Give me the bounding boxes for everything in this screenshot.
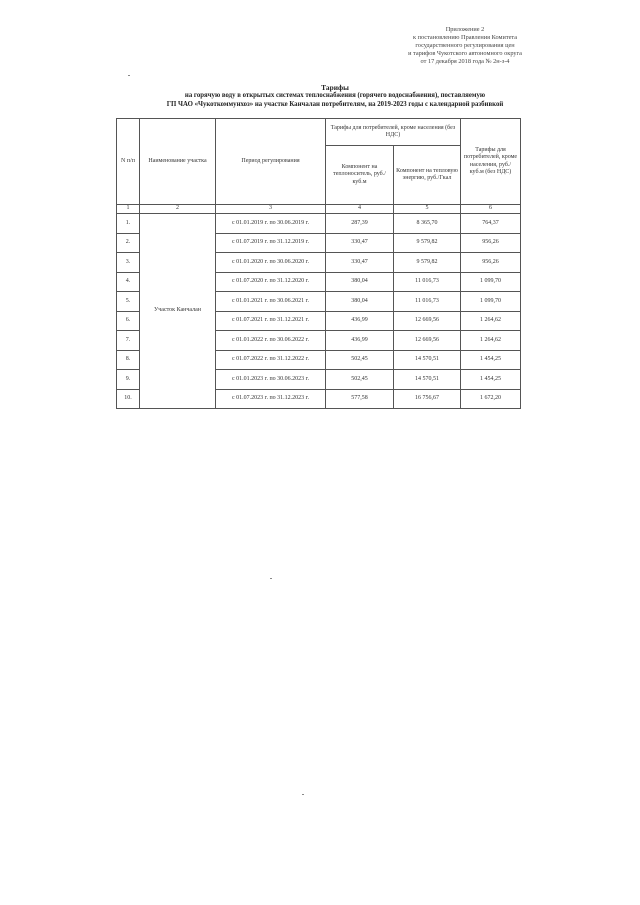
appendix-block — [380, 26, 550, 66]
row-energy: 9 579,82 — [394, 233, 461, 253]
row-num: 8. — [117, 350, 140, 370]
scan-speck — [270, 578, 272, 579]
row-period: с 01.07.2022 г. по 31.12.2022 г. — [216, 350, 326, 370]
site-name-cell: Участок Канчалан — [140, 214, 216, 409]
title-line-2: на горячую воду в открытых системах теплоснабжения (горячего водоснабжения), поставляемую — [184, 92, 486, 100]
row-population: 1 264,62 — [461, 311, 521, 331]
row-num: 9. — [117, 370, 140, 390]
row-num: 7. — [117, 331, 140, 351]
row-energy: 16 756,67 — [394, 389, 461, 409]
row-population: 956,26 — [461, 253, 521, 273]
column-numbers-row — [117, 205, 521, 214]
header-num: N п/п — [117, 119, 140, 205]
row-energy: 11 016,73 — [394, 292, 461, 312]
table-row — [117, 214, 521, 234]
column-number: 4 — [326, 205, 394, 214]
row-energy: 14 570,51 — [394, 350, 461, 370]
row-coolant: 436,99 — [326, 311, 394, 331]
row-population: 956,26 — [461, 233, 521, 253]
row-period: с 01.07.2019 г. по 31.12.2019 г. — [216, 233, 326, 253]
header-component-coolant: Компонент на теплоноситель, руб./куб.м — [326, 146, 394, 205]
row-coolant: 577,58 — [326, 389, 394, 409]
row-population: 1 264,62 — [461, 331, 521, 351]
column-number: 5 — [394, 205, 461, 214]
row-population: 1 672,20 — [461, 389, 521, 409]
row-num: 10. — [117, 389, 140, 409]
row-period: с 01.07.2021 г. по 31.12.2021 г. — [216, 311, 326, 331]
scan-speck — [302, 794, 304, 795]
row-period: с 01.01.2022 г. по 30.06.2022 г. — [216, 331, 326, 351]
row-period: с 01.01.2020 г. по 30.06.2020 г. — [216, 253, 326, 273]
row-population: 1 454,25 — [461, 350, 521, 370]
appendix-line: и тарифов Чукотского автономного округа — [408, 50, 522, 57]
document-title — [150, 84, 520, 109]
row-period: с 01.07.2020 г. по 31.12.2020 г. — [216, 272, 326, 292]
row-population: 1 099,70 — [461, 292, 521, 312]
column-number: 2 — [140, 205, 216, 214]
appendix-line: Приложение 2 — [445, 26, 485, 33]
row-energy: 12 669,56 — [394, 311, 461, 331]
column-number: 3 — [216, 205, 326, 214]
appendix-line: государственного регулирования цен — [415, 42, 515, 49]
row-energy: 11 016,73 — [394, 272, 461, 292]
tariffs-table — [116, 118, 521, 409]
header-population: Тарифы для потребителей, кроме населения, руб./куб.м (без НДС) — [461, 119, 521, 205]
row-population: 1 454,25 — [461, 370, 521, 390]
appendix-line: к постановлению Правления Комитета — [412, 34, 518, 41]
row-num: 5. — [117, 292, 140, 312]
title-line-1: Тарифы — [321, 83, 349, 92]
row-coolant: 436,99 — [326, 331, 394, 351]
row-period: с 01.07.2023 г. по 31.12.2023 г. — [216, 389, 326, 409]
row-coolant: 380,04 — [326, 272, 394, 292]
header-component-energy: Компонент на тепловую энергию, руб./Гкал — [394, 146, 461, 205]
row-energy: 8 365,70 — [394, 214, 461, 234]
row-period: с 01.01.2021 г. по 30.06.2021 г. — [216, 292, 326, 312]
row-coolant: 330,47 — [326, 253, 394, 273]
row-population: 764,37 — [461, 214, 521, 234]
title-line-3: ГП ЧАО «Чукоткоммунхоз» на участке Канчалан потребителям, на 2019-2023 годы с календарной разбивкой — [166, 100, 504, 108]
appendix-line: от 17 декабря 2018 года № 2н-з-4 — [420, 58, 510, 65]
row-population: 1 099,70 — [461, 272, 521, 292]
row-coolant: 502,45 — [326, 370, 394, 390]
header-group-except-population: Тарифы для потребителей, кроме населения (без НДС) — [326, 119, 461, 146]
row-coolant: 380,04 — [326, 292, 394, 312]
scan-speck — [128, 75, 130, 76]
row-num: 2. — [117, 233, 140, 253]
row-coolant: 287,39 — [326, 214, 394, 234]
row-num: 1. — [117, 214, 140, 234]
row-period: с 01.01.2019 г. по 30.06.2019 г. — [216, 214, 326, 234]
header-site: Наименование участка — [140, 119, 216, 205]
column-number: 6 — [461, 205, 521, 214]
header-period: Период регулирования — [216, 119, 326, 205]
row-energy: 14 570,51 — [394, 370, 461, 390]
row-coolant: 502,45 — [326, 350, 394, 370]
column-number: 1 — [117, 205, 140, 214]
row-num: 6. — [117, 311, 140, 331]
row-coolant: 330,47 — [326, 233, 394, 253]
row-num: 4. — [117, 272, 140, 292]
row-energy: 9 579,82 — [394, 253, 461, 273]
row-period: с 01.01.2023 г. по 30.06.2023 г. — [216, 370, 326, 390]
row-num: 3. — [117, 253, 140, 273]
row-energy: 12 669,56 — [394, 331, 461, 351]
